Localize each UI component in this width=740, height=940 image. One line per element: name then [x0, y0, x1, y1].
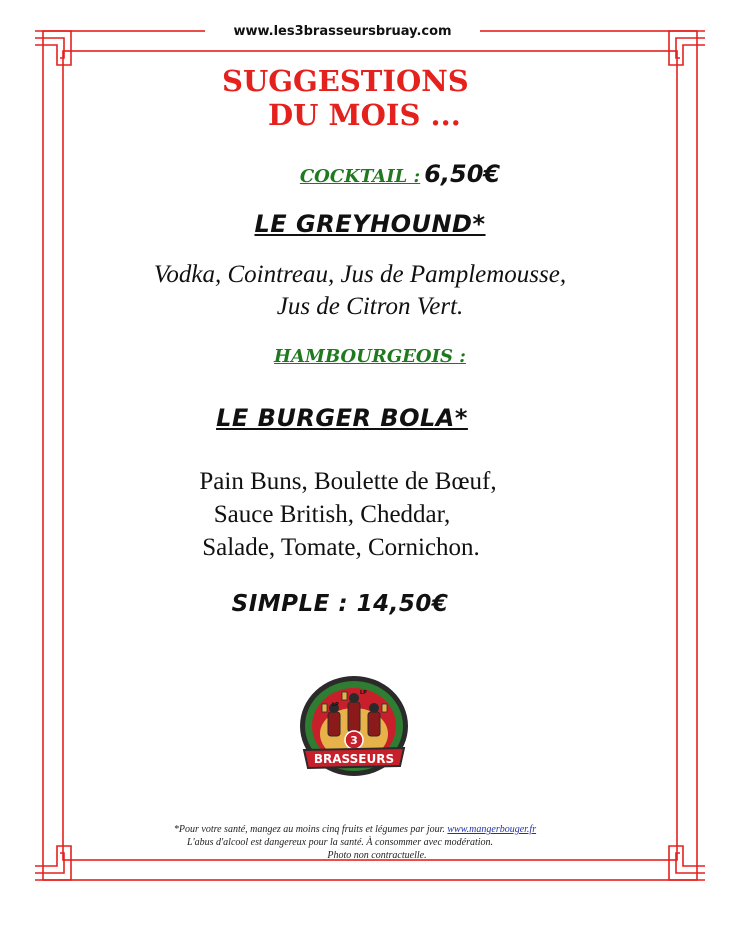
title-line-1: SUGGESTIONS	[222, 64, 469, 98]
cocktail-header	[30, 160, 740, 188]
burger-desc-3: Salade, Tomate, Cornichon.	[202, 534, 480, 561]
logo-mark-1: LP	[332, 702, 339, 708]
cocktail-price: 6,50€	[424, 160, 501, 188]
cocktail-name: LE GREYHOUND*	[254, 210, 486, 238]
cocktail-desc-1: Vodka, Cointreau, Jus de Pamplemousse,	[153, 261, 567, 288]
burger-header	[0, 346, 740, 367]
footer-line-3: Photo non contractuelle.	[327, 850, 427, 861]
footer-text-1: *Pour votre santé, mangez au moins cinq fruits et légumes par jour.	[173, 824, 445, 835]
burger-price-row	[0, 591, 710, 617]
burger-desc-2: Sauce British, Cheddar,	[213, 501, 451, 528]
burger-price: SIMPLE : 14,50€	[231, 591, 449, 617]
logo-name: BRASSEURS	[313, 752, 395, 766]
brasseurs-logo	[296, 674, 412, 786]
mangerbouger-link[interactable]: www.mangerbouger.fr	[447, 824, 537, 835]
footer-line-2: L'abus d'alcool est dangereux pour la santé. À consommer avec modération.	[186, 837, 494, 848]
logo-mark-2: LP	[360, 690, 367, 696]
logo-number: 3	[350, 734, 358, 747]
burger-name-row	[0, 404, 712, 432]
cocktail-name-row	[0, 210, 740, 238]
burger-name: LE BURGER BOLA*	[216, 404, 468, 432]
website-url[interactable]: www.les3brasseursbruay.com	[205, 22, 480, 42]
burger-category: HAMBOURGEOIS :	[274, 346, 466, 367]
footer-line-1	[0, 823, 725, 836]
burger-desc-1: Pain Buns, Boulette de Bœuf,	[199, 468, 497, 495]
cocktail-category: COCKTAIL :	[299, 166, 421, 187]
title-line-2: DU MOIS ...	[268, 98, 461, 132]
cocktail-desc-2: Jus de Citron Vert.	[276, 293, 464, 320]
